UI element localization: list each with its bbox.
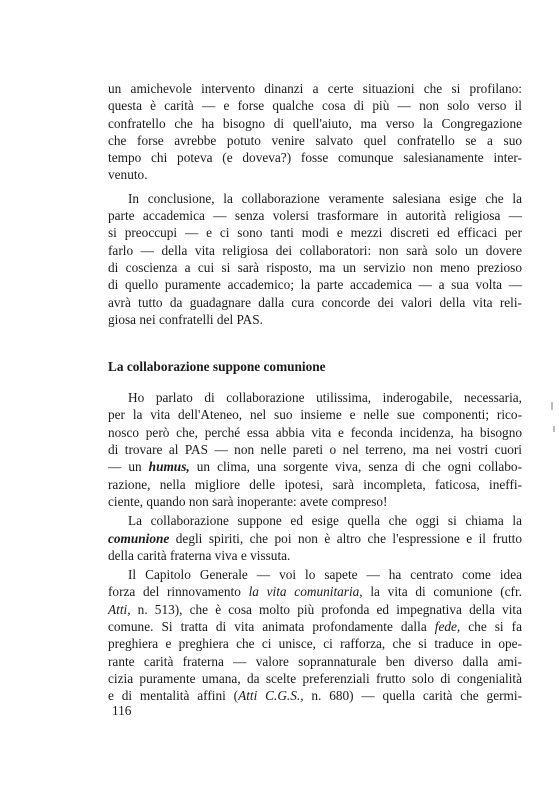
text-fragment: comune. Si tratta di vita animata profondamente dalla — [108, 619, 435, 635]
italic-text: fede, — [434, 619, 461, 635]
text-line — [108, 601, 522, 618]
text-line: Ho parlato di collaborazione utilissima, inderogabile, necessaria, — [128, 390, 522, 406]
text-line: venuto. — [108, 167, 148, 183]
text-line: un amichevole intervento dinanzi a certe situazioni che si profilano: — [108, 81, 522, 96]
text-line: ciente, quando non sarà inoperante: avete compreso! — [108, 493, 388, 509]
text-line: rante carità fraterna — valore soprannaturale ben diverso dalla ami- — [108, 653, 522, 669]
text-fragment: forza del rinnovamento — [108, 584, 249, 600]
text-line: razione, nella migliore delle ipotesi, sarà incompleta, faticosa, ineffi- — [108, 476, 522, 492]
text-line — [108, 583, 522, 600]
text-fragment: e di mentalità affini ( — [108, 688, 239, 704]
text-line — [108, 687, 522, 704]
paragraph-chapter — [108, 566, 522, 704]
text-line: si preoccupi — e ci sono tanti modi e mezzi discreti ed efficaci per — [108, 225, 522, 241]
italic-text: Atti C.G.S., — [238, 688, 304, 704]
text-line: giosa nei confratelli del PAS. — [108, 311, 263, 327]
text-line: questa è carità — e forse qualche cosa di più — non solo verso il — [108, 98, 522, 114]
paragraph-collaboration — [108, 389, 522, 510]
text-fragment: n. 680) — quella carità che germi- — [303, 688, 522, 704]
text-line — [108, 458, 522, 475]
text-line: avrà tutto da guadagnare dalla cura concorde dei valori della vita reli- — [108, 294, 522, 310]
italic-text: la vita comunitaria, — [248, 584, 363, 600]
italic-text: Atti, — [108, 601, 131, 617]
emphasis-text: humus, — [148, 459, 190, 475]
paragraph-conclusion — [108, 190, 522, 328]
text-line: Il Capitolo Generale — voi lo sapete — ha centrato come idea — [128, 567, 522, 583]
text-line: preghiera e preghiera che ci unisce, ci rafforza, che si traduce in ope- — [108, 636, 522, 652]
text-line: della carità fraterna viva e vissuta. — [108, 547, 291, 563]
paragraph-communion — [108, 512, 522, 564]
text-line: parte accademica — senza volersi trasformare in autorità religiosa — — [108, 208, 522, 224]
page-body — [108, 80, 522, 705]
text-fragment: un clima, una sorgente viva, senza di che ogni collabo- — [196, 459, 522, 475]
text-line: per la vita dell'Ateneo, nel suo insieme e nelle sue componenti; rico- — [108, 407, 522, 423]
text-line: tempo chi poteva (e doveva?) fosse comunque salesianamente inter- — [108, 150, 522, 166]
text-fragment: — un — [108, 459, 149, 475]
text-line: che forse avrebbe potuto venire salvato quel confratello se a suo — [108, 132, 522, 148]
text-line: farlo — della vita religiosa dei collaboratori: non sarà solo un dovere — [108, 242, 522, 258]
text-line: confratello che ha bisogno di quell'aiuto, ma verso la Congregazione — [108, 115, 522, 131]
text-fragment: degli spiriti, che poi non è altro che l'espressione e il frutto — [169, 530, 522, 546]
text-line: di coscienza a cui si sarà risposto, ma un servizio non meno prezioso — [108, 259, 522, 275]
text-line: di quello puramente accademico; la parte accademica — a sua volta — — [108, 277, 522, 293]
text-line — [108, 618, 522, 635]
text-fragment: che si fa — [460, 619, 522, 635]
text-line: nosco però che, perché essa abbia vita e feconda incidenza, ha bisogno — [108, 424, 522, 440]
scan-mark — [551, 402, 553, 410]
text-line: In conclusione, la collaborazione veramente salesiana esige che la — [128, 190, 522, 206]
section-heading: La collaborazione suppone comunione — [108, 359, 326, 375]
text-line — [108, 530, 522, 547]
emphasis-text: comunione — [108, 530, 170, 546]
page-number: 116 — [112, 703, 132, 718]
text-fragment: la vita di comunione (cfr. — [362, 584, 522, 600]
scan-mark — [553, 426, 555, 432]
paragraph-continuation — [108, 80, 522, 184]
text-line: cizia puramente umana, da scelte preferenziali frutto solo di congenialità — [108, 670, 522, 686]
text-fragment: n. 513), che è cosa molto più profonda ed impegnativa della vita — [130, 601, 522, 617]
text-line: La collaborazione suppone ed esige quella che oggi si chiama la — [128, 513, 522, 529]
text-line: di trovare al PAS — non nelle pareti o nel terreno, ma nei vostri cuori — [108, 442, 522, 458]
